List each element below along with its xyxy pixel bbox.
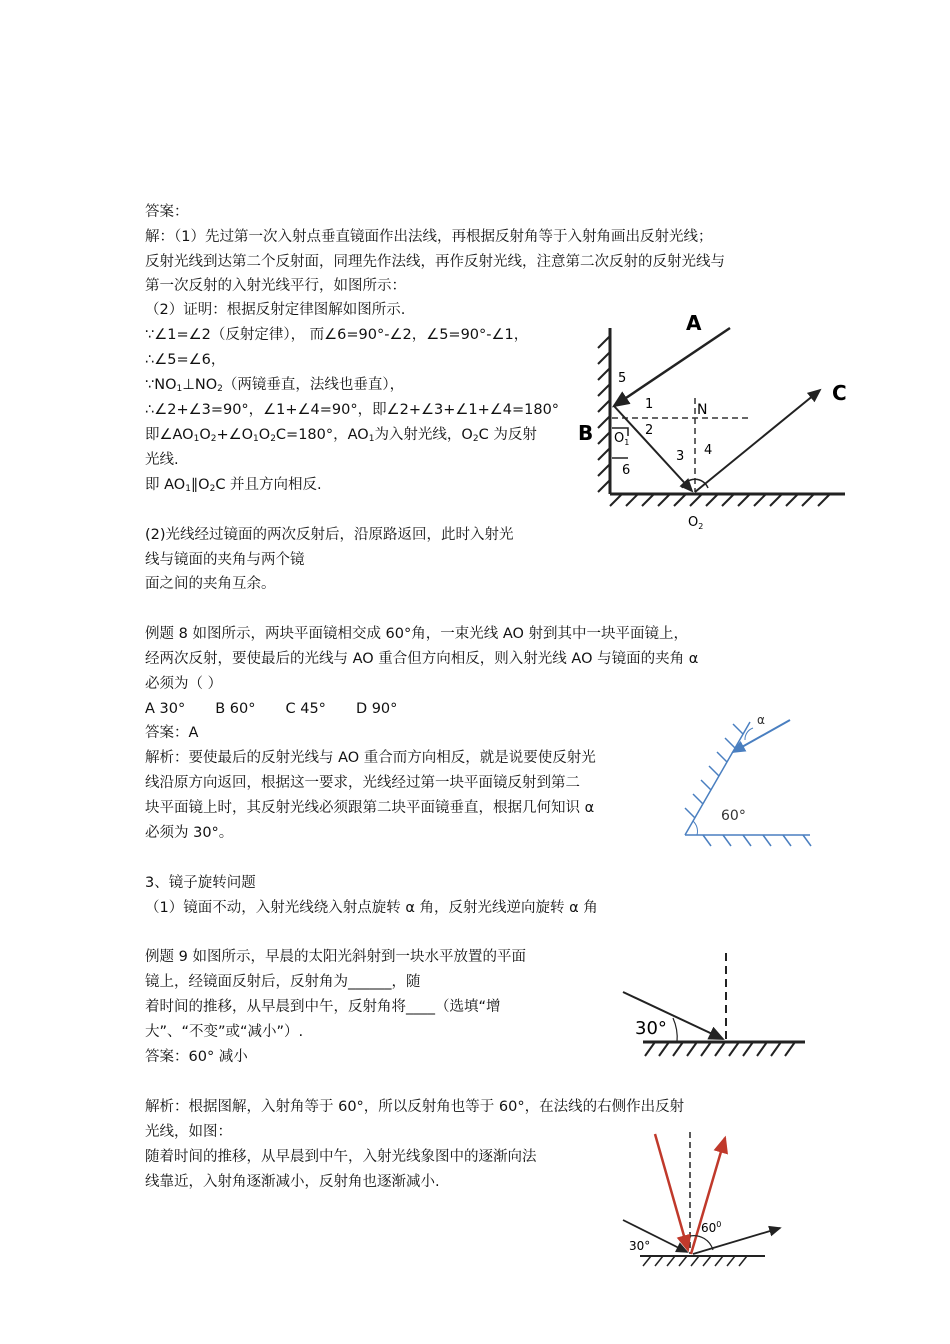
- conclusion-line: 面之间的夹角互余。: [145, 576, 276, 592]
- conclusion-line: (2)光线经过镜面的两次反射后，沿原路返回，此时入射光: [145, 527, 514, 543]
- bottom-mirror: [685, 835, 811, 846]
- mirror-hatching: [643, 1256, 747, 1266]
- sunlight-mirror-figure: [615, 948, 810, 1066]
- example9-line: 着时间的推移，从早晨到中午，反射角将____（选填“增: [145, 999, 501, 1015]
- example9-line: 大”、“不变”或“减小”）.: [145, 1024, 304, 1040]
- example9-answer: 答案：60° 减小: [145, 1049, 248, 1065]
- option-a: A 30°: [145, 701, 186, 717]
- label-c: C: [832, 381, 847, 405]
- example9-analysis: 随着时间的推移，从早晨到中午，入射光线象图中的逐渐向法: [145, 1149, 537, 1165]
- proof-line: 即$\angle AO_1O_2+\angle O_1O_2C=180^\circ$，$AO_1$为入射光线，$O_2C$ 为反射: [145, 427, 537, 444]
- example9-line: 镜上，经镜面反射后，反射角为______，随: [145, 974, 421, 990]
- example8-analysis: 块平面镜上时，其反射光线必须跟第二块平面镜垂直，根据几何知识 α: [145, 800, 595, 816]
- solution-line: 第一次反射的入射光线平行，如图所示：: [145, 278, 406, 294]
- red-reflected-ray: [691, 1138, 725, 1254]
- label-n: N: [697, 402, 708, 418]
- reflect-angle-label: $60^0$: [701, 1220, 722, 1235]
- incident-ray-ao1: [614, 328, 730, 406]
- option-d: D 90°: [355, 701, 398, 717]
- example9-analysis: 解析：根据图解，入射角等于 60°，所以反射角也等于 60°，在法线的右侧作出反射: [145, 1099, 685, 1115]
- sixty-degree-mirrors-figure: [675, 700, 820, 855]
- example8-options: [145, 697, 427, 721]
- alpha-label: α: [757, 713, 765, 727]
- proof-line: $\because NO_1\perp NO_2$（两镜垂直，法线也垂直），: [145, 377, 405, 394]
- section3-line: （1）镜面不动，入射光线绕入射点旋转 α 角，反射光线逆向旋转 α 角: [145, 900, 598, 916]
- example8-analysis: 线沿原方向返回，根据这一要求，光线经过第一块平面镜反射到第二: [145, 775, 580, 791]
- example8-line: 经两次反射，要使最后的光线与 AO 重合但方向相反，则入射光线 AO 与镜面的夹角 α: [145, 651, 699, 667]
- label-o1: $O_1$: [614, 431, 630, 447]
- reflected-ray-o2c: [695, 390, 820, 492]
- proof-line: 光线.: [145, 452, 179, 468]
- conclusion-line: 线与镜面的夹角与两个镜: [145, 552, 305, 568]
- example8-analysis: 必须为 30°。: [145, 825, 234, 841]
- angle-30-label: 30°: [635, 1018, 667, 1039]
- angle-60-label: 60°: [721, 808, 746, 824]
- example8-line: 必须为（ ）: [145, 676, 223, 692]
- angle-label-3: 3: [676, 449, 685, 464]
- angle-label-2: 2: [645, 423, 654, 438]
- incident-angle-label: 30°: [629, 1239, 651, 1253]
- answer-heading: 答案：: [145, 204, 189, 220]
- example9-analysis: 线靠近，入射角逐渐减小，反射角也逐渐减小.: [145, 1174, 440, 1190]
- proof-line: 即 $AO_1\parallel O_2C$ 并且方向相反.: [145, 477, 322, 494]
- option-c: C 45°: [285, 701, 326, 717]
- red-incident-ray: [655, 1134, 688, 1250]
- proof-line: （2）证明：根据反射定律图解如图所示.: [145, 302, 406, 318]
- perpendicular-mirrors-figure: [570, 308, 860, 538]
- reflection-figure: [615, 1128, 785, 1270]
- proof-line: ∴∠2+∠3=90°，∠1+∠4=90°，即∠2+∠3+∠1+∠4=180°: [145, 402, 560, 418]
- vertical-mirror: [598, 328, 610, 494]
- option-b: B 60°: [215, 701, 256, 717]
- label-b: B: [578, 421, 594, 445]
- example8-answer: 答案：A: [145, 725, 199, 741]
- example8-analysis: 解析：要使最后的反射光线与 AO 重合而方向相反，就是说要使反射光: [145, 750, 596, 766]
- label-a: A: [686, 311, 702, 335]
- angle-label-4: 4: [704, 443, 713, 458]
- angle-label-6: 6: [622, 463, 631, 478]
- section3-title: 3、镜子旋转问题: [145, 875, 256, 891]
- angle-label-5: 5: [618, 371, 627, 386]
- angle-label-1: 1: [645, 397, 654, 412]
- solution-line: 反射光线到达第二个反射面，同理先作法线，再作反射光线，注意第二次反射的反射光线与: [145, 254, 725, 270]
- horizontal-mirror: [610, 494, 845, 506]
- solution-line: 解：（1）先过第一次入射点垂直镜面作出法线，再根据反射角等于入射角画出反射光线；: [145, 229, 713, 245]
- proof-line: ∵∠1=∠2（反射定律）， 而∠6=90°-∠2，∠5=90°-∠1，: [145, 327, 529, 343]
- example8-line: 例题 8 如图所示，两块平面镜相交成 60°角，一束光线 AO 射到其中一块平面镜上，: [145, 626, 689, 642]
- proof-line: ∴∠5=∠6，: [145, 352, 226, 368]
- example9-analysis: 光线，如图：: [145, 1124, 232, 1140]
- label-o2: $O_2$: [688, 515, 704, 531]
- example9-line: 例题 9 如图所示，早晨的太阳光斜射到一块水平放置的平面: [145, 949, 526, 965]
